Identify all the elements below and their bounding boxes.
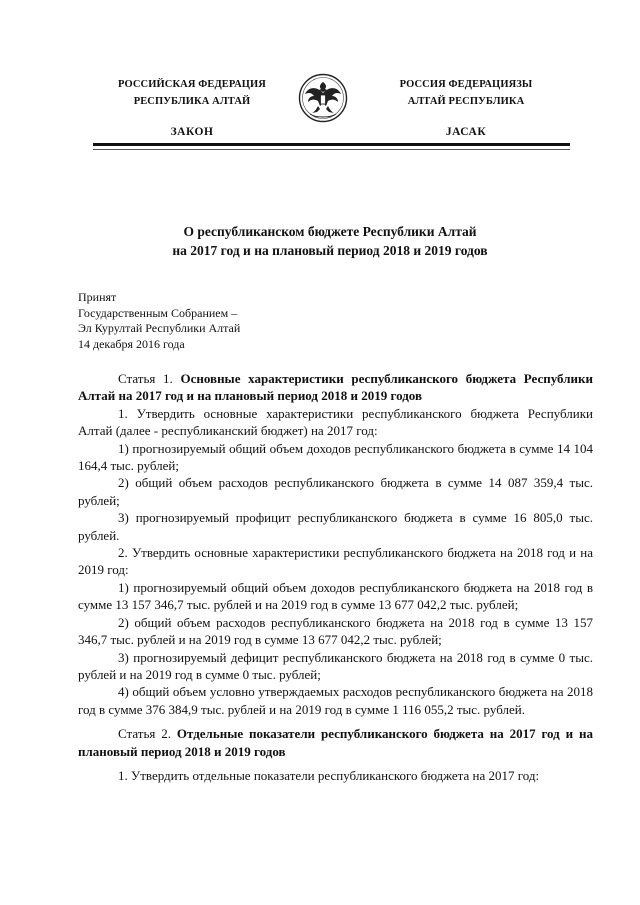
header-right-country: РОССИЯ ФЕДЕРАЦИЯЗЫ [399,79,533,90]
law-body [78,370,593,784]
adoption-block [78,290,240,352]
altai-coat-of-arms-icon [298,70,348,126]
header-right-block [366,76,566,141]
article-1-para-3: 2) общий объем расходов республиканского бюджета в сумме 14 087 359,4 тыс. рублей; [78,475,593,508]
header-divider-thick [93,143,570,146]
article-1-para-4: 3) прогнозируемый профицит республиканского бюджета в сумме 16 805,0 тыс. рублей. [78,510,593,543]
header-left-country: РОССИЙСКАЯ ФЕДЕРАЦИЯ [118,79,266,90]
article-1-para-7: 2) общий объем расходов республиканского бюджета на 2018 год в сумме 13 157 346,7 тыс. рублей и на 2019 год в сумме 13 677 042,2 тыс. рублей; [78,614,593,648]
article-2-label: Статья 2. [118,726,171,742]
article-1-label: Статья 1. [118,371,173,386]
article-1-para-6: 1) прогнозируемый общий объем доходов республиканского бюджета на 2018 год в сумме 13 157 346,7 тыс. рублей и на 2019 год в сумме 13 677 042,2 тыс. рублей; [78,579,593,613]
header-divider-thin [93,149,570,150]
header-right-law: ЈАСАК [445,126,487,138]
law-title-line2: на 2017 год и на плановый период 2018 и 2019 годов [172,243,488,258]
article-1-para-5: 2. Утвердить основные характеристики республиканского бюджета на 2018 год и на 2019 год: [78,545,593,578]
article-1-para-1: 1. Утвердить основные характеристики республиканского бюджета Республики Алтай (далее - республиканский бюджет) на 2017 год: [78,405,593,439]
header-right-republic: АЛТАЙ РЕСПУБЛИКА [407,96,525,107]
adoption-line3: Эл Курултай Республики Алтай [78,321,241,335]
adoption-line1: Принят [78,290,117,304]
article-2-title: Отдельные показатели республиканского бюджета на 2017 год и на плановый период 2018 и 2019 годов [78,726,593,759]
header-left-republic: РЕСПУБЛИКА АЛТАЙ [133,96,251,107]
article-1-para-9: 4) общий объем условно утверждаемых расходов республиканского бюджета на 2018 год в сумме 376 384,9 тыс. рублей и на 2019 год в сумме 1 116 055,2 тыс. рублей. [78,684,593,717]
article-2-heading [78,725,593,760]
article-1-title: Основные характеристики республиканского бюджета Республики Алтай на 2017 год и на плановый период 2018 и 2019 годов [78,371,593,404]
adoption-line2: Государственным Собранием – [78,305,238,320]
law-title-line1: О республиканском бюджете Республики Алтай [183,224,477,239]
adoption-date: 14 декабря 2016 года [78,336,185,351]
article-1-para-2: 1) прогнозируемый общий объем доходов республиканского бюджета в сумме 14 104 164,4 тыс. рублей; [78,440,593,474]
law-title [90,222,570,260]
article-1-para-8: 3) прогнозируемый дефицит республиканского бюджета на 2018 год в сумме 0 тыс. рублей и на 2019 год в сумме 0 тыс. рублей; [78,649,593,682]
article-2-para-1: 1. Утвердить отдельные показатели республиканского бюджета на 2017 год: [118,767,540,783]
article-1-heading [78,370,593,405]
header-left-law: ЗАКОН [170,126,214,138]
header-left-block [92,76,292,141]
